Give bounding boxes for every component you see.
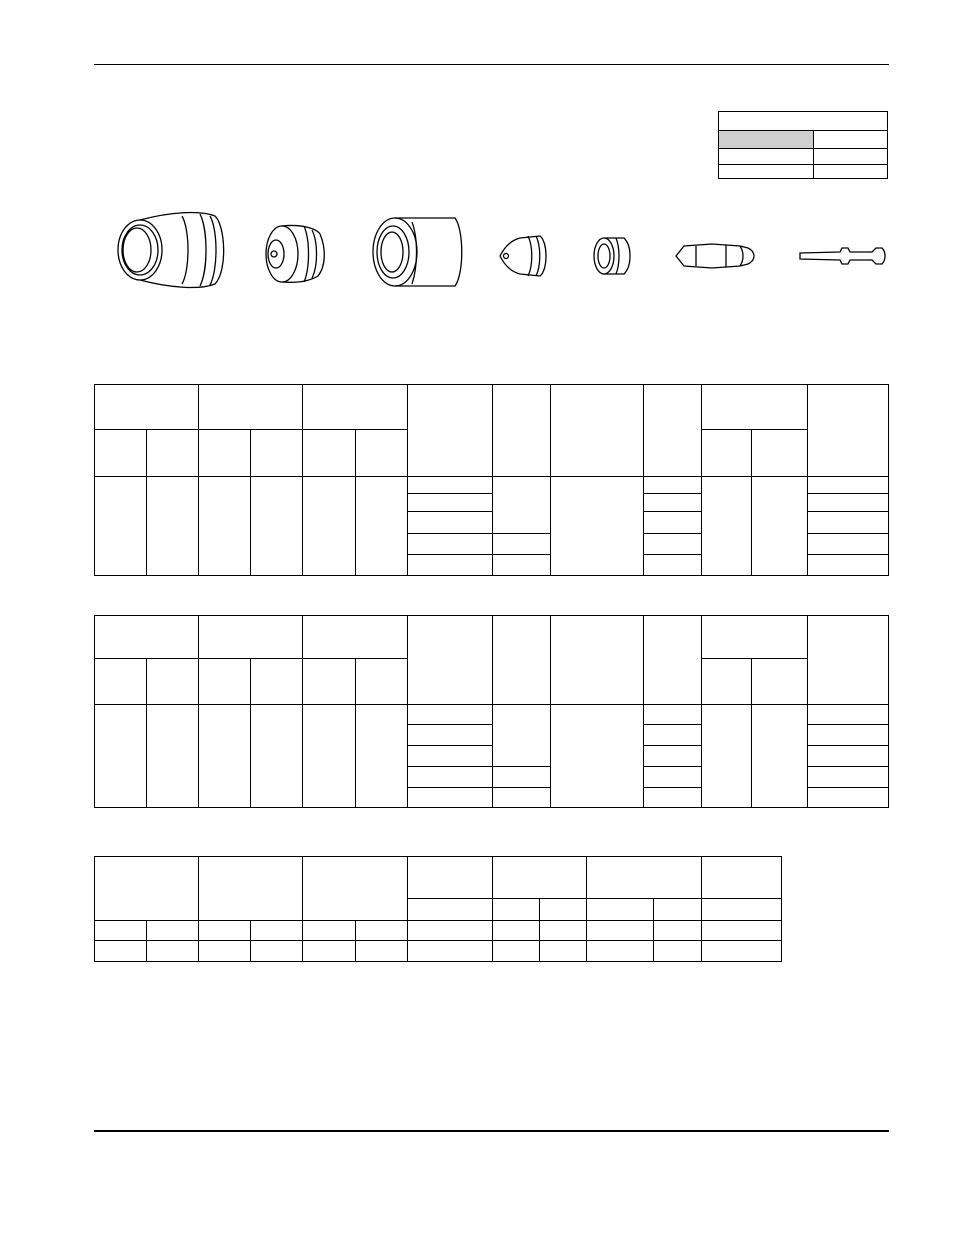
header-cell bbox=[303, 385, 408, 430]
header-cell bbox=[408, 616, 493, 705]
data-cell bbox=[251, 477, 303, 576]
header-cell bbox=[587, 857, 702, 899]
header-cell bbox=[702, 857, 782, 899]
data-cell bbox=[643, 788, 701, 808]
data-cell bbox=[147, 921, 199, 941]
subheader-cell bbox=[587, 899, 654, 921]
subheader-cell bbox=[147, 659, 199, 705]
header-cell bbox=[493, 857, 587, 899]
data-cell bbox=[493, 767, 550, 788]
data-cell bbox=[643, 494, 701, 512]
data-cell bbox=[147, 477, 199, 576]
subheader-cell bbox=[95, 659, 147, 705]
header-cell bbox=[199, 385, 303, 430]
header-cell bbox=[807, 385, 888, 477]
data-cell bbox=[643, 746, 701, 767]
retaining-cap-icon bbox=[373, 218, 462, 286]
data-cell bbox=[587, 941, 654, 962]
data-cell bbox=[643, 705, 701, 725]
data-cell bbox=[199, 477, 251, 576]
data-cell bbox=[807, 705, 888, 725]
data-cell bbox=[807, 725, 888, 746]
legend-divider bbox=[719, 130, 887, 131]
data-cell bbox=[251, 921, 303, 941]
data-cell bbox=[643, 512, 701, 534]
data-cell bbox=[303, 921, 356, 941]
header-cell bbox=[643, 616, 701, 705]
header-cell bbox=[550, 385, 643, 477]
data-cell bbox=[408, 705, 493, 725]
data-cell bbox=[147, 941, 199, 962]
header-rule bbox=[94, 64, 889, 65]
data-cell bbox=[540, 921, 587, 941]
data-cell bbox=[408, 512, 493, 534]
data-cell bbox=[493, 941, 540, 962]
header-cell bbox=[199, 616, 303, 659]
subheader-cell bbox=[751, 659, 807, 705]
data-cell bbox=[199, 941, 251, 962]
data-cell bbox=[654, 921, 702, 941]
footer-rule bbox=[94, 1130, 889, 1132]
header-cell bbox=[199, 857, 303, 921]
data-cell bbox=[95, 941, 147, 962]
subheader-cell bbox=[251, 659, 303, 705]
subheader-cell bbox=[356, 430, 408, 477]
legend-column-divider bbox=[813, 131, 814, 178]
swirl-ring-icon bbox=[594, 238, 630, 274]
data-cell bbox=[303, 705, 356, 808]
data-table-1 bbox=[94, 384, 889, 576]
header-cell bbox=[550, 616, 643, 705]
data-cell bbox=[550, 477, 643, 576]
data-cell bbox=[408, 921, 493, 941]
data-cell bbox=[807, 534, 888, 555]
data-cell bbox=[807, 555, 888, 576]
shield-icon bbox=[118, 213, 224, 288]
data-cell bbox=[751, 705, 807, 808]
subheader-cell bbox=[303, 659, 356, 705]
subheader-cell bbox=[654, 899, 702, 921]
data-cell bbox=[493, 555, 550, 576]
data-cell bbox=[493, 477, 550, 534]
data-cell bbox=[701, 477, 751, 576]
header-cell bbox=[408, 857, 493, 899]
header-cell bbox=[701, 385, 807, 430]
data-cell bbox=[408, 788, 493, 808]
data-cell bbox=[147, 705, 199, 808]
header-cell bbox=[807, 616, 888, 705]
data-cell bbox=[356, 941, 408, 962]
subheader-cell bbox=[702, 899, 782, 921]
data-cell bbox=[654, 941, 702, 962]
shield-cap-icon bbox=[266, 225, 324, 282]
data-cell bbox=[807, 746, 888, 767]
data-cell bbox=[408, 746, 493, 767]
data-cell bbox=[251, 941, 303, 962]
data-cell bbox=[643, 725, 701, 746]
data-cell bbox=[643, 767, 701, 788]
data-cell bbox=[807, 494, 888, 512]
data-cell bbox=[95, 921, 147, 941]
subheader-cell bbox=[356, 659, 408, 705]
data-cell bbox=[95, 705, 147, 808]
data-cell bbox=[807, 512, 888, 534]
data-cell bbox=[356, 477, 408, 576]
data-cell bbox=[303, 477, 356, 576]
data-cell bbox=[95, 477, 147, 576]
data-cell bbox=[408, 494, 493, 512]
legend-box bbox=[718, 111, 888, 179]
subheader-cell bbox=[408, 899, 493, 921]
header-cell bbox=[95, 385, 199, 430]
subheader-cell bbox=[701, 430, 751, 477]
subheader-cell bbox=[251, 430, 303, 477]
subheader-cell bbox=[199, 430, 251, 477]
data-cell bbox=[807, 477, 888, 494]
header-cell bbox=[493, 616, 550, 705]
data-table-3 bbox=[94, 856, 782, 962]
data-cell bbox=[408, 555, 493, 576]
legend-shaded-cell bbox=[719, 131, 813, 148]
data-table-2 bbox=[94, 615, 889, 808]
subheader-cell bbox=[303, 430, 356, 477]
nozzle-icon bbox=[500, 236, 546, 276]
subheader-cell bbox=[751, 430, 807, 477]
water-tube-icon bbox=[800, 248, 885, 264]
data-cell bbox=[643, 477, 701, 494]
data-cell bbox=[493, 534, 550, 555]
data-cell bbox=[199, 705, 251, 808]
data-cell bbox=[701, 705, 751, 808]
consumable-parts-illustration bbox=[0, 190, 954, 310]
data-cell bbox=[702, 921, 782, 941]
legend-divider bbox=[719, 148, 887, 149]
data-cell bbox=[408, 941, 493, 962]
header-cell bbox=[303, 616, 408, 659]
header-cell bbox=[493, 385, 550, 477]
subheader-cell bbox=[95, 430, 147, 477]
subheader-cell bbox=[540, 899, 587, 921]
data-cell bbox=[408, 477, 493, 494]
legend-divider bbox=[719, 164, 887, 165]
data-cell bbox=[493, 705, 550, 767]
data-cell bbox=[356, 705, 408, 808]
data-cell bbox=[643, 534, 701, 555]
data-cell bbox=[303, 941, 356, 962]
subheader-cell bbox=[701, 659, 751, 705]
data-cell bbox=[356, 921, 408, 941]
data-cell bbox=[493, 788, 550, 808]
data-cell bbox=[408, 767, 493, 788]
data-cell bbox=[702, 941, 782, 962]
data-cell bbox=[251, 705, 303, 808]
data-cell bbox=[408, 534, 493, 555]
electrode-icon bbox=[676, 244, 754, 268]
data-cell bbox=[643, 555, 701, 576]
data-cell bbox=[807, 767, 888, 788]
subheader-cell bbox=[493, 899, 540, 921]
data-cell bbox=[408, 725, 493, 746]
data-cell bbox=[587, 921, 654, 941]
data-cell bbox=[493, 921, 540, 941]
subheader-cell bbox=[147, 430, 199, 477]
header-cell bbox=[701, 616, 807, 659]
data-cell bbox=[199, 921, 251, 941]
header-cell bbox=[643, 385, 701, 477]
subheader-cell bbox=[199, 659, 251, 705]
header-cell bbox=[408, 385, 493, 477]
header-cell bbox=[95, 616, 199, 659]
header-cell bbox=[95, 857, 199, 921]
data-cell bbox=[550, 705, 643, 808]
data-cell bbox=[751, 477, 807, 576]
header-cell bbox=[303, 857, 408, 921]
data-cell bbox=[807, 788, 888, 808]
data-cell bbox=[540, 941, 587, 962]
